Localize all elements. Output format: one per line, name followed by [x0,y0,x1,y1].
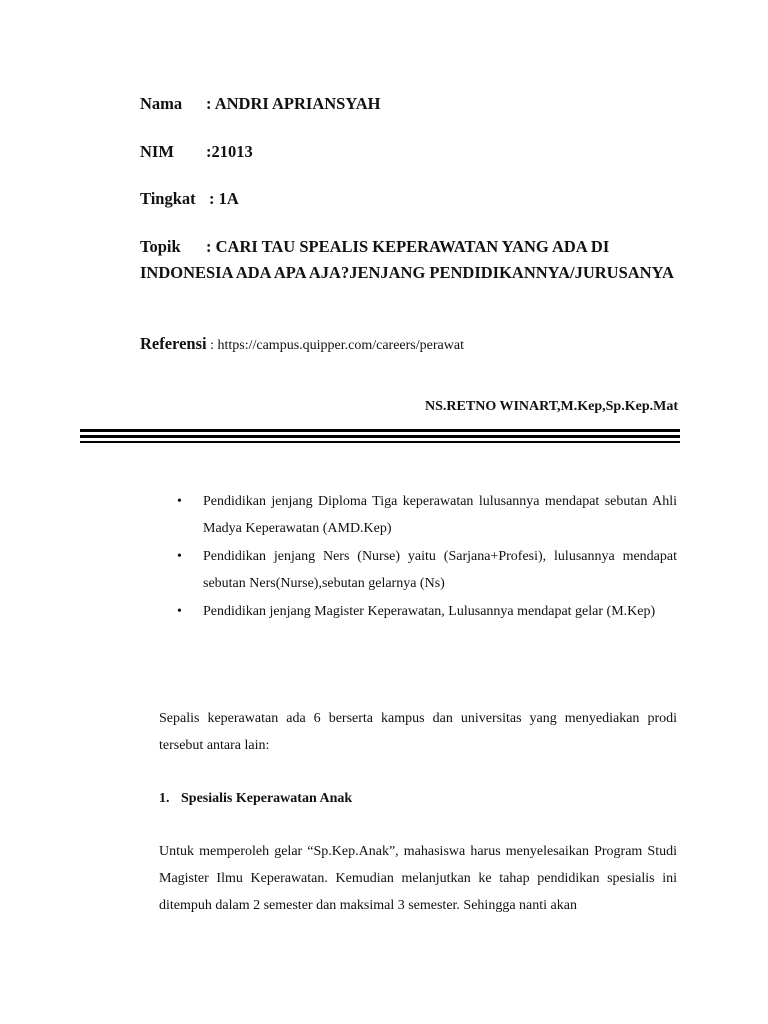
bullet-icon: • [177,604,182,619]
topik-label: Topik [140,237,181,256]
bullet-icon: • [177,494,182,509]
nama-label: Nama [140,94,183,113]
field-nim [140,139,253,165]
referensi-link[interactable]: : https://campus.quipper.com/careers/perawat [206,338,464,353]
list-item [175,598,677,625]
list-item [175,543,677,597]
divider-line [80,441,680,443]
bullet-icon: • [177,549,182,564]
list-item-text: Pendidikan jenjang Ners (Nurse) yaitu (Sarjana+Profesi), lulusannya mendapat sebutan Ners(Nurse),sebutan gelarnya (Ns) [203,549,677,591]
section-heading [159,786,352,812]
field-topik [140,234,685,286]
education-level-list [175,488,677,626]
field-tingkat [140,186,239,212]
list-item-text: Pendidikan jenjang Magister Keperawatan, Lulusannya mendapat gelar (M.Kep) [203,604,656,619]
lecturer-name: NS.RETNO WINART,M.Kep,Sp.Kep.Mat [425,399,678,414]
field-referensi [140,331,464,359]
nama-value: : ANDRI APRIANSYAH [206,94,381,113]
nim-label: NIM [140,142,174,161]
section-number: 1. [159,791,170,806]
tingkat-label: Tingkat [140,189,196,208]
topik-value: : CARI TAU SPEALIS KEPERAWATAN YANG ADA DI INDONESIA ADA APA AJA?JENJANG PENDIDIKANNYA/JURUSANYA [140,237,674,282]
tingkat-value: : 1A [209,189,239,208]
nim-value: :21013 [206,142,253,161]
section-title: Spesialis Keperawatan Anak [181,791,353,806]
list-item [175,488,677,542]
field-nama [140,91,381,117]
section-paragraph: Untuk memperoleh gelar “Sp.Kep.Anak”, mahasiswa harus menyelesaikan Program Studi Magister Ilmu Keperawatan. Kemudian melanjutkan ke tahap pendidikan spesialis ini ditempuh dalam 2 semester dan maksimal 3 semester. Sehingga nanti akan [159,844,677,913]
divider-line [80,429,680,432]
intro-paragraph: Sepalis keperawatan ada 6 berserta kampus dan universitas yang menyediakan prodi tersebut antara lain: [159,711,677,753]
divider-line [80,435,680,438]
referensi-label: Referensi [140,334,207,353]
list-item-text: Pendidikan jenjang Diploma Tiga keperawatan lulusannya mendapat sebutan Ahli Madya Keperawatan (AMD.Kep) [203,494,677,536]
